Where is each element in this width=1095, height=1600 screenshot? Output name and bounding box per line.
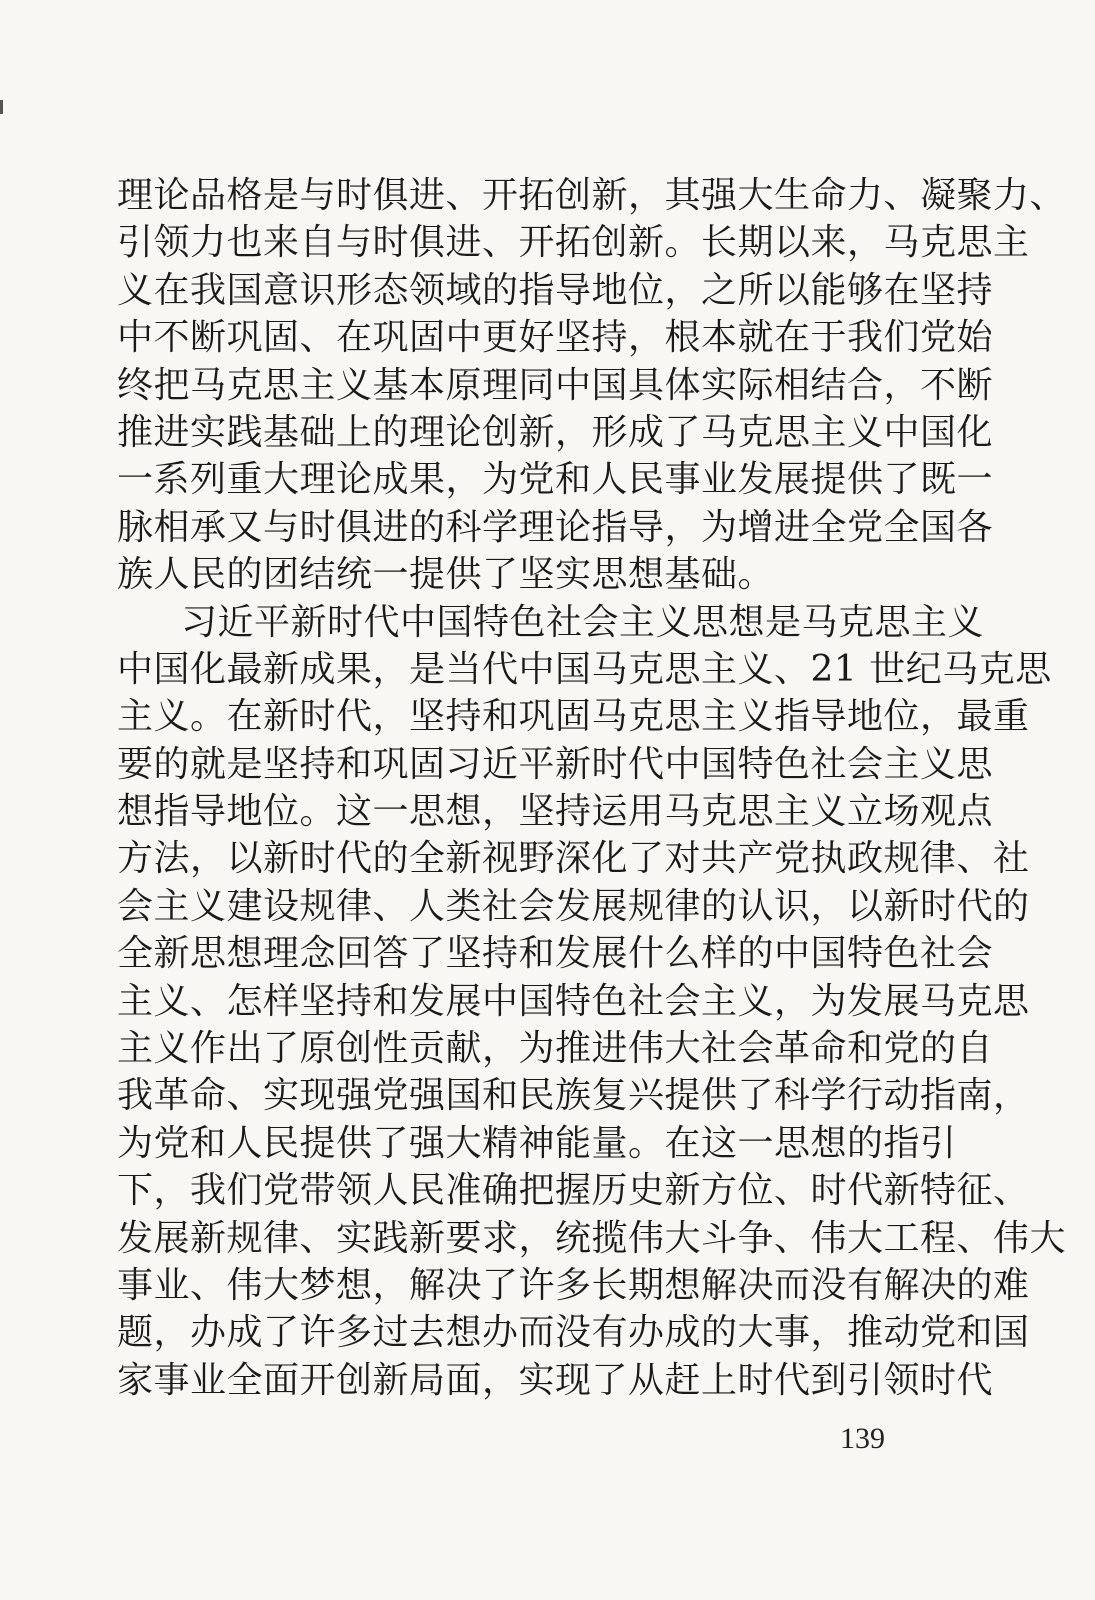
text-line: 一系列重大理论成果，为党和人民事业发展提供了既一 bbox=[117, 459, 994, 501]
text-line: 要的就是坚持和巩固习近平新时代中国特色社会主义思 bbox=[117, 743, 994, 785]
text-line: 全新思想理念回答了坚持和发展什么样的中国特色社会 bbox=[117, 933, 994, 975]
text-line: 发展新规律、实践新要求，统揽伟大斗争、伟大工程、伟大 bbox=[117, 1217, 1067, 1259]
paragraph bbox=[117, 172, 1067, 599]
text-line: 主义、怎样坚持和发展中国特色社会主义，为发展马克思 bbox=[117, 980, 1030, 1022]
text-line: 为党和人民提供了强大精神能量。在这一思想的指引 bbox=[117, 1122, 957, 1164]
text-line: 理论品格是与时俱进、开拓创新，其强大生命力、凝聚力、 bbox=[117, 175, 1067, 216]
text-line: 主义作出了原创性贡献，为推进伟大社会革命和党的自 bbox=[117, 1028, 994, 1070]
paragraph bbox=[117, 599, 1067, 1405]
text-line: 习近平新时代中国特色社会主义思想是马克思主义 bbox=[181, 601, 985, 643]
text-line: 终把马克思主义基本原理同中国具体实际相结合，不断 bbox=[117, 364, 994, 406]
scan-edge-mark bbox=[0, 100, 3, 114]
text-line: 题，办成了许多过去想办而没有办成的大事，推动党和国 bbox=[117, 1312, 1030, 1354]
text-line: 中不断巩固、在巩固中更好坚持，根本就在于我们党始 bbox=[117, 317, 994, 359]
text-line: 我革命、实现强党强国和民族复兴提供了科学行动指南， bbox=[117, 1075, 1030, 1117]
text-line: 事业、伟大梦想，解决了许多长期想解决而没有解决的难 bbox=[117, 1264, 1030, 1306]
text-line: 推进实践基础上的理论创新，形成了马克思主义中国化 bbox=[117, 411, 994, 453]
text-line: 方法，以新时代的全新视野深化了对共产党执政规律、社 bbox=[117, 838, 1030, 880]
text-line: 引领力也来自与时俱进、开拓创新。长期以来，马克思主 bbox=[117, 222, 1030, 264]
page-number: 139 bbox=[840, 1422, 885, 1455]
text-line: 中国化最新成果，是当代中国马克思主义、21 世纪马克思 bbox=[117, 648, 1052, 690]
body-text bbox=[117, 172, 1067, 1404]
text-line: 想指导地位。这一思想，坚持运用马克思主义立场观点 bbox=[117, 791, 994, 833]
text-line: 会主义建设规律、人类社会发展规律的认识，以新时代的 bbox=[117, 885, 1030, 927]
text-line: 主义。在新时代，坚持和巩固马克思主义指导地位，最重 bbox=[117, 696, 1030, 738]
text-line: 脉相承又与时俱进的科学理论指导，为增进全党全国各 bbox=[117, 506, 994, 548]
text-line: 义在我国意识形态领域的指导地位，之所以能够在坚持 bbox=[117, 269, 994, 311]
text-line: 族人民的团结统一提供了坚实思想基础。 bbox=[117, 554, 775, 596]
text-line: 家事业全面开创新局面，实现了从赶上时代到引领时代 bbox=[117, 1359, 994, 1401]
text-line: 下，我们党带领人民准确把握历史新方位、时代新特征、 bbox=[117, 1170, 1030, 1212]
